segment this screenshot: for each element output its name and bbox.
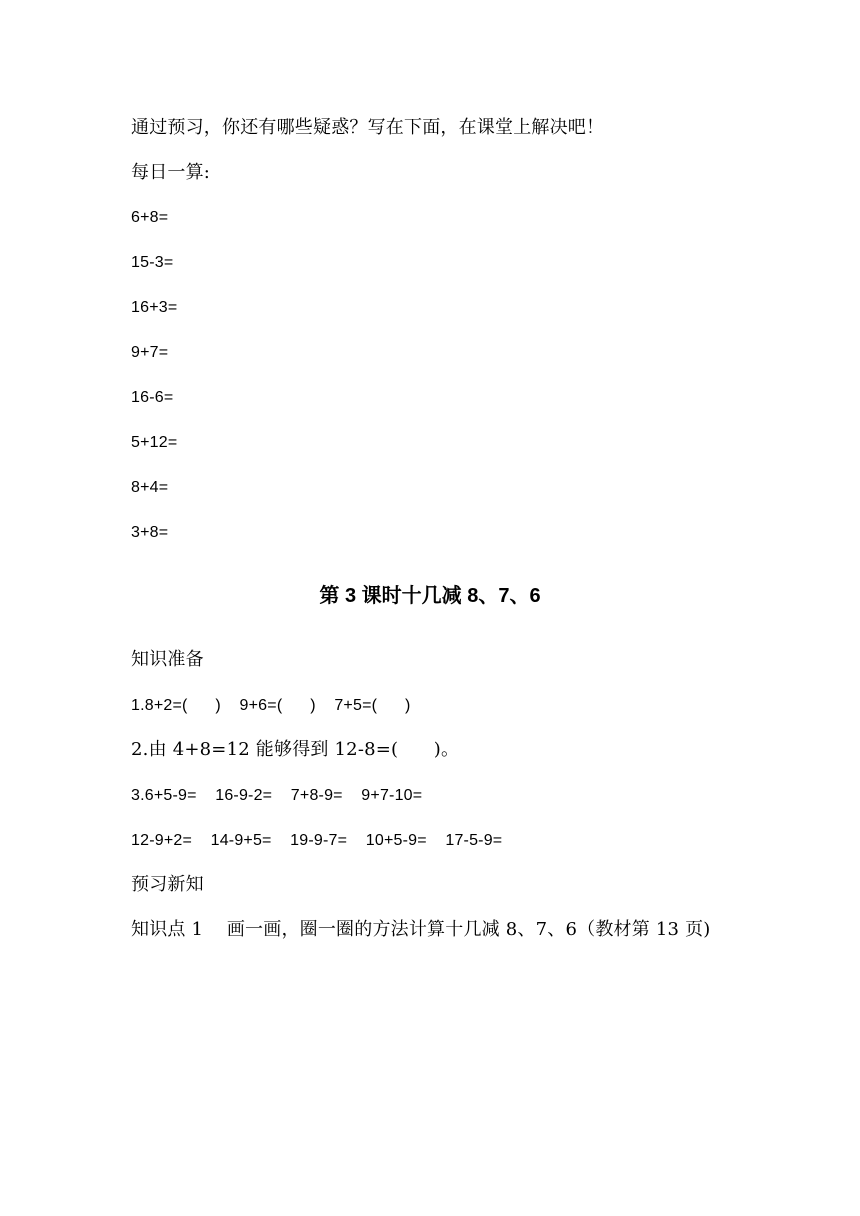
knowledge-prep-heading: 知识准备 xyxy=(131,649,204,670)
question-3-line-1: 3.6+5-9= 16-9-2= 7+8-9= 9+7-10= xyxy=(131,787,423,804)
daily-item: 3+8= xyxy=(131,524,169,541)
knowledge-point-1: 知识点 1 画一画，圈一圈的方法计算十几减 8、7、6（教材第 13 页) xyxy=(131,919,711,940)
daily-item: 8+4= xyxy=(131,479,169,496)
lesson-title: 第 3 课时十几减 8、7、6 xyxy=(319,585,541,607)
daily-item: 15-3= xyxy=(131,254,174,271)
question-2: 2.由 4+8=12 能够得到 12-8=( )。 xyxy=(131,739,460,760)
daily-heading: 每日一算: xyxy=(131,162,211,183)
daily-item: 5+12= xyxy=(131,434,178,451)
daily-item: 9+7= xyxy=(131,344,169,361)
daily-item: 16-6= xyxy=(131,389,174,406)
intro-question: 通过预习，你还有哪些疑惑？写在下面，在课堂上解决吧！ xyxy=(131,117,605,138)
daily-item: 16+3= xyxy=(131,299,178,316)
daily-item: 6+8= xyxy=(131,209,169,226)
question-3-line-2: 12-9+2= 14-9+5= 19-9-7= 10+5-9= 17-5-9= xyxy=(131,832,503,849)
preview-heading: 预习新知 xyxy=(131,874,204,895)
question-1: 1.8+2=( ) 9+6=( ) 7+5=( ) xyxy=(131,697,411,714)
